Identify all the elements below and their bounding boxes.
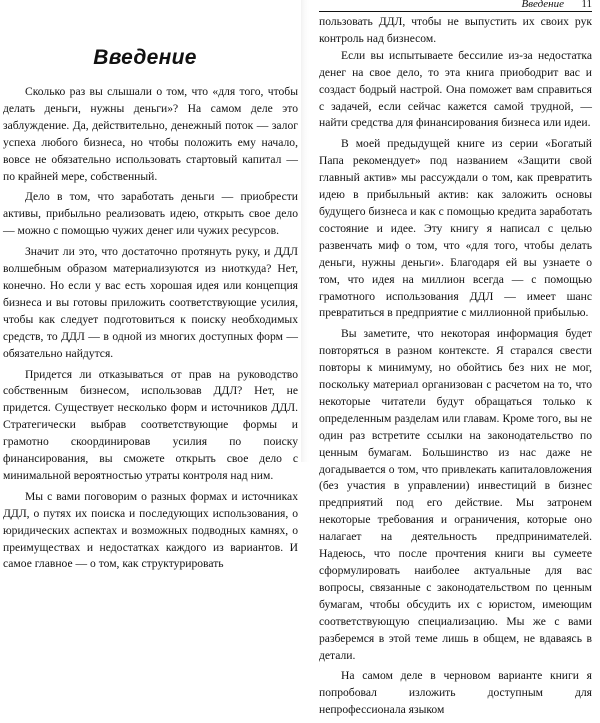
left-page-text	[3, 84, 298, 577]
paragraph: В моей предыдущей книге из серии «Богатый Папа рекомендует» под названием «Защити свой главный актив» мы рассуждали о том, как превратить идею в прибыльный актив: как заложить основы будущего бизнеса и как с помощью кредита заработать состояние и идее. Эту книгу я написал с целью развенчать миф о том, что «для того, чтобы делать деньги, нужны деньги». Благодаря ей вы узнаете о том, что идея на миллион всегда — с помощью грамотного использования ДДЛ — имеет шанс превратиться в предприятие с миллионной прибылью.	[319, 137, 592, 320]
page-number: 11	[581, 0, 592, 10]
paragraph: Если вы испытываете бессилие из-за недостатка денег на свое дело, то эта книга приободрит вас и создаст бодрый настрой. Она поможет вам справиться с задачей, если сейчас кажется самой трудной, — найти средства для финансирования бизнеса или идеи.	[319, 48, 592, 130]
paragraph: Вы заметите, что некоторая информация будет повторяться в разном контексте. Я старался свести повторы к минимуму, но обойтись без них не мог, поскольку материал организован с расчетом на то, что некоторые читатели будут обращаться только к определенным разделам или главам. Кроме того, вы не один раз встретите ссылки на законодательство по ценным бумагам. Большинство из нас даже не догадывается о том, что привлекать капиталовложения (без участия в управлении) инвестиций в бизнес предприятий под его действие. Мы затронем некоторые требования и ограничения, которые оно налагает на деятельность предпринимателей. Надеюсь, что после прочтения книги вы сумеете сформулировать наиболее актуальные для вас вопросы, связанные с законодательством по ценным бумагам, чтобы обсудить их с юристом, имеющим соответствующую специализацию. Мы же с вами разберемся в этой теме лишь в общем, не вдаваясь в детали.	[319, 327, 592, 662]
paragraph: пользовать ДДЛ, чтобы не выпустить их своих рук контроль над бизнесом.	[319, 15, 592, 45]
right-page	[309, 0, 600, 717]
left-page	[0, 0, 301, 571]
paragraph: Мы с вами поговорим о разных формах и источниках ДДЛ, о путях их поиска и последующих использования, о юридических аспектах и возможных подводных камнях, о преимуществах и недостатках каждого из вариантов. И самое главное — о том, как структурировать	[3, 489, 298, 571]
book-gutter	[301, 0, 309, 462]
paragraph: На самом деле в черновом варианте книги я попробовал изложить доступным для непрофессионала языком	[319, 669, 592, 717]
running-header	[319, 0, 592, 12]
chapter-heading: Введение	[93, 46, 197, 69]
paragraph: Значит ли это, что достаточно протянуть руку, и ДДЛ волшебным образом материализуются из ниоткуда? Нет, конечно. Но если у вас есть хорошая идея или концепция бизнеса и вы готовы приложить соответствующие усилия, чтобы как следует подготовиться к поиску необходимых средств, то ДДЛ — в одной из многих доступных форм — обязательно найдутся.	[3, 245, 298, 360]
running-title: Введение	[521, 0, 564, 10]
paragraph: Дело в том, что заработать деньги — приобрести активы, прибыльно реализовать идею, открыть свое дело — можно с помощью чужих денег или чужих ресурсов.	[3, 190, 298, 238]
paragraph: Сколько раз вы слышали о том, что «для того, чтобы делать деньги, нужны деньги»? На самом деле это заблуждение. Да, действительно, денежный поток — залог успеха любого бизнеса, но чтобы положить ему начало, вовсе не обязательно использовать стартовый капитал — по крайней мере, собственный.	[3, 85, 298, 183]
paragraph: Придется ли отказываться от прав на руководство собственным бизнесом, использовав ДДЛ? Нет, не придется. Существует несколько форм и источников ДДЛ. Стратегически выбрав соответствующие формы и грамотно скоординировав усилия по поиску финансирования, вы сможете открыть свое дело с минимальной вероятностью утраты контроля над ним.	[3, 367, 298, 482]
right-page-text	[319, 14, 592, 723]
